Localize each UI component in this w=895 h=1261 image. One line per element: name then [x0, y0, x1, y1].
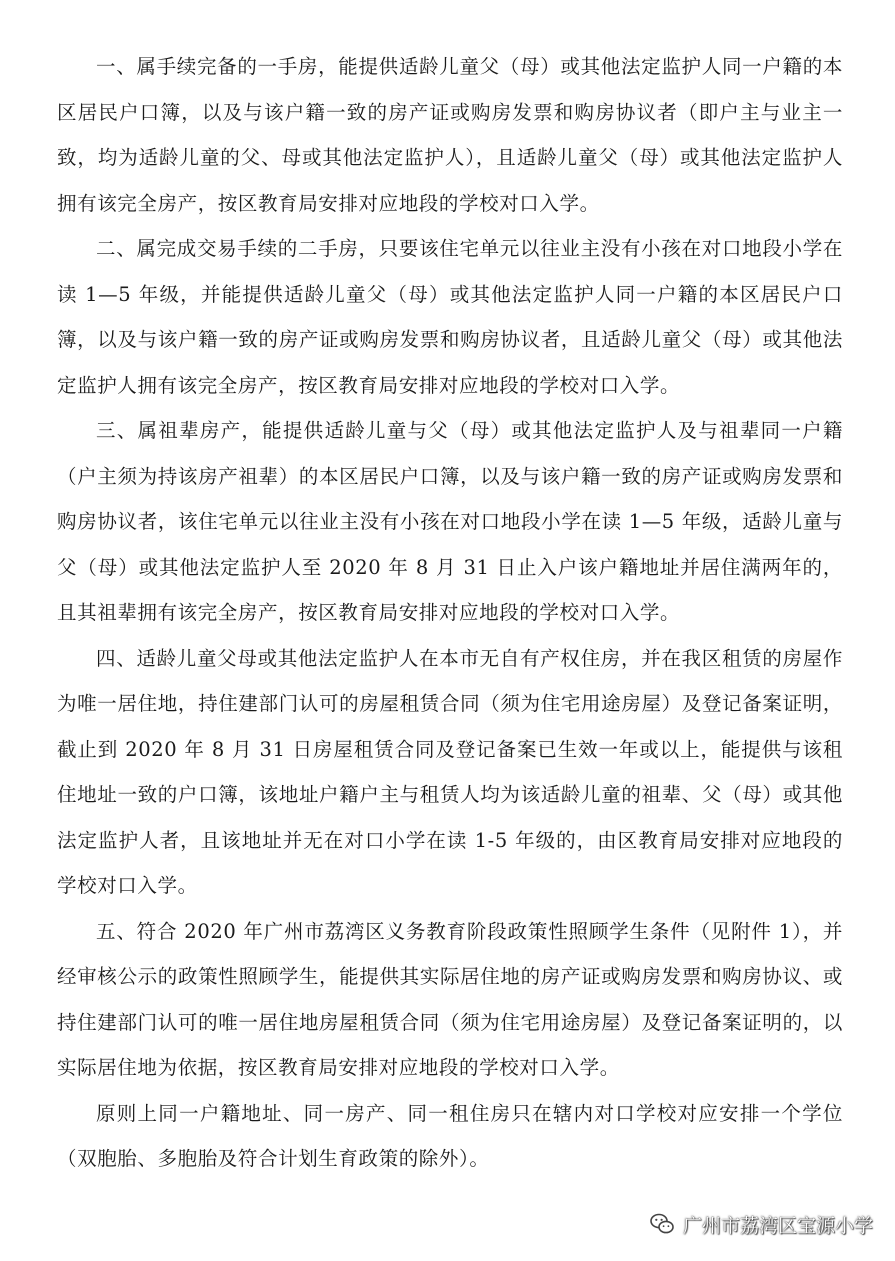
document-body: [57, 44, 843, 1182]
watermark-text: 广州市荔湾区宝源小学: [682, 1214, 873, 1237]
paragraph-principle: 原则上同一户籍地址、同一房产、同一租住房只在辖内对口学校对应安排一个学位（双胞胎、多胞胎及符合计划生育政策的除外）。: [57, 1101, 843, 1170]
wechat-icon: [649, 1211, 675, 1237]
watermark: [649, 1204, 873, 1244]
paragraph-rule-1: 一、属手续完备的一手房，能提供适龄儿童父（母）或其他法定监护人同一户籍的本区居民户口簿，以及与该户籍一致的房产证或购房发票和购房协议者（即户主与业主一致，均为适龄儿童的父、母或其他法定监护人），且适龄儿童父（母）或其他法定监护人拥有该完全房产，按区教育局安排对应地段的学校对口入学。: [57, 55, 843, 215]
paragraph-rule-3: 三、属祖辈房产，能提供适龄儿童与父（母）或其他法定监护人及与祖辈同一户籍（户主须为持该房产祖辈）的本区居民户口簿，以及与该户籍一致的房产证或购房发票和购房协议者，该住宅单元以往业主没有小孩在对口地段小学在读 1—5 年级，适龄儿童与父（母）或其他法定监护人至 2020 年 8 月 31 日止入户该户籍地址并居住满两年的，且其祖辈拥有该完全房产，按区教育局安排对应地段的学校对口入学。: [57, 419, 843, 624]
paragraph-rule-2: 二、属完成交易手续的二手房，只要该住宅单元以往业主没有小孩在对口地段小学在读 1—5 年级，并能提供适龄儿童父（母）或其他法定监护人同一户籍的本区居民户口簿，以及与该户籍一致的房产证或购房发票和购房协议者，且适龄儿童父（母）或其他法定监护人拥有该完全房产，按区教育局安排对应地段的学校对口入学。: [57, 237, 843, 397]
paragraph-rule-4: 四、适龄儿童父母或其他法定监护人在本市无自有产权住房，并在我区租赁的房屋作为唯一居住地，持住建部门认可的房屋租赁合同（须为住宅用途房屋）及登记备案证明，截止到 2020 年 8 月 31 日房屋租赁合同及登记备案已生效一年或以上，能提供与该租住地址一致的户口簿，该地址户籍户主与租赁人均为该适龄儿童的祖辈、父（母）或其他法定监护人者，且该地址并无在对口小学在读 1-5 年级的，由区教育局安排对应地段的学校对口入学。: [57, 646, 843, 897]
paragraph-rule-5: 五、符合 2020 年广州市荔湾区义务教育阶段政策性照顾学生条件（见附件 1），并经审核公示的政策性照顾学生，能提供其实际居住地的房产证或购房发票和购房协议、或持住建部门认可的唯一居住地房屋租赁合同（须为住宅用途房屋）及登记备案证明的，以实际居住地为依据，按区教育局安排对应地段的学校对口入学。: [57, 919, 843, 1079]
